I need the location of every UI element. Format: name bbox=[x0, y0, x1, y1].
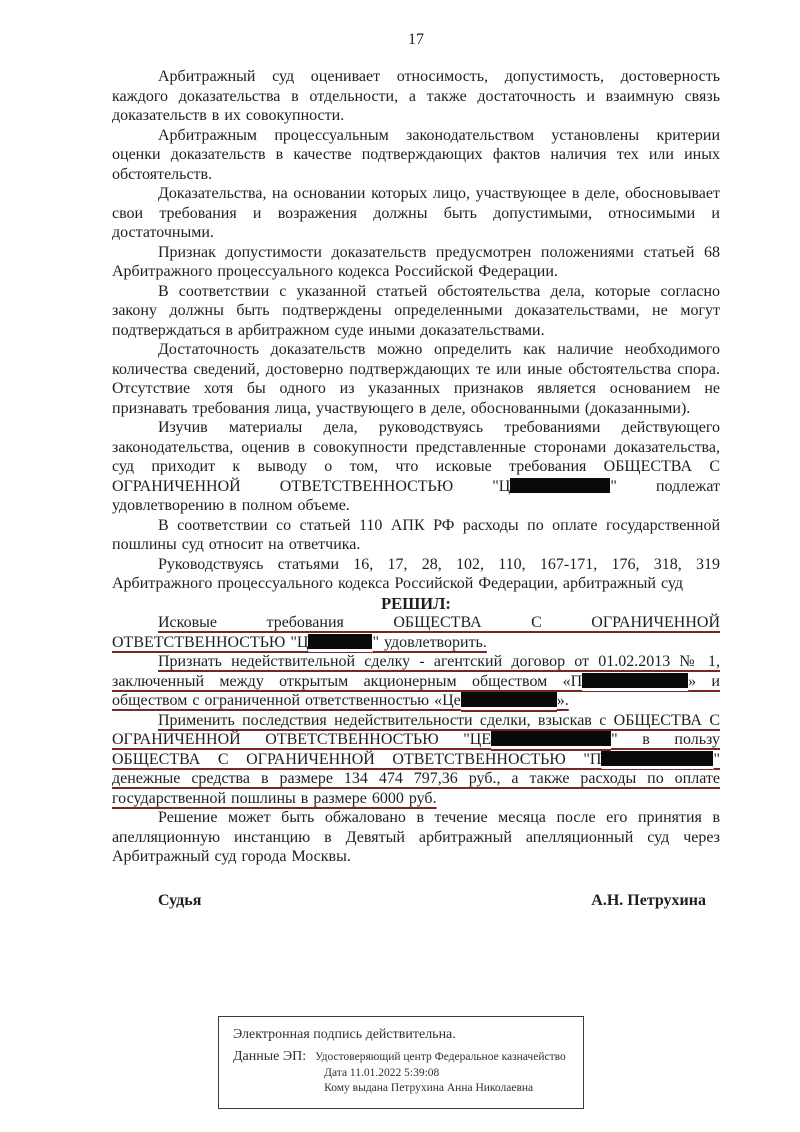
esign-data-label: Данные ЭП: bbox=[233, 1049, 307, 1064]
text-run: Руководствуясь статьями 16, 17, 28, 102, 110, 167-171, 176, 318, 319 Арбитражного процессуального кодекса Российской Федерации, арбитражный суд bbox=[112, 555, 720, 592]
redaction-bar bbox=[461, 692, 557, 707]
text-run: Арбитражным процессуальным законодательством установлены критерии оценки доказательств в качестве подтверждающих фактов наличия тех или иных обстоятельств. bbox=[112, 126, 720, 183]
redaction-bar bbox=[601, 751, 713, 766]
document-content bbox=[112, 30, 720, 910]
esign-issued-line: Кому выдана Петрухина Анна Николаевна bbox=[324, 1082, 534, 1094]
esign-date-line: Дата 11.01.2022 5:39:08 bbox=[324, 1066, 440, 1079]
paragraph bbox=[112, 418, 720, 516]
resolution-heading bbox=[112, 594, 720, 614]
text-run: Изучив материалы дела, руководствуясь требованиями действующего законодательства, оценив в совокупности представленные сторонами доказательства, суд приходит к выводу о том, что исковые требования ОБЩЕСТВА С ОГРАНИЧЕННОЙ ОТВЕТСТВЕННОСТЬЮ "Ц bbox=[112, 419, 720, 495]
text-run: В соответствии с указанной статьей обстоятельства дела, которые согласно закону должны быть подтверждены определенными доказательствами, не могут подтверждаться в арбитражном суде иными доказательствами. bbox=[112, 282, 720, 339]
redaction-bar bbox=[582, 673, 688, 688]
text-run: Арбитражный суд оценивает относимость, допустимость, достоверность каждого доказательства в отдельности, а также достаточность и взаимную связь доказательств в их совокупности. bbox=[112, 68, 720, 124]
paragraph bbox=[112, 711, 720, 809]
esign-values bbox=[315, 1049, 566, 1097]
signature-row bbox=[112, 891, 720, 911]
paragraph bbox=[112, 184, 720, 243]
text-run: » и обществом с ограниченной ответственностью «Це bbox=[112, 672, 720, 709]
paragraph bbox=[112, 613, 720, 652]
judge-label: Судья bbox=[158, 891, 202, 909]
redaction-bar bbox=[491, 731, 611, 746]
text-run: В соответствии со статьей 110 АПК РФ расходы по оплате государственной пошлины суд относит на ответчика. bbox=[112, 516, 720, 553]
document-body bbox=[112, 67, 720, 867]
paragraph bbox=[112, 652, 720, 711]
paragraph bbox=[112, 243, 720, 282]
redaction-bar bbox=[308, 634, 372, 649]
text-run: " удовлетворить. bbox=[372, 633, 487, 651]
paragraph bbox=[112, 516, 720, 555]
text-run: Признак допустимости доказательств предусмотрен положениями статьей 68 Арбитражного процессуального кодекса Российской Федерации. bbox=[112, 243, 720, 280]
redaction-bar bbox=[510, 478, 610, 493]
paragraph bbox=[112, 67, 720, 126]
text-run: " денежные средства в размере 134 474 797,36 руб., а также расходы по оплате государственной пошлины в размере 6000 руб. bbox=[112, 750, 720, 807]
paragraph bbox=[112, 808, 720, 867]
page-number: 17 bbox=[408, 31, 424, 48]
text-run: Исковые требования ОБЩЕСТВА С ОГРАНИЧЕННОЙ ОТВЕТСТВЕННОСТЬЮ "Ц bbox=[112, 614, 720, 651]
text-run: Применить последствия недействительности сделки, взыскав с ОБЩЕСТВА С ОГРАНИЧЕННОЙ ОТВЕТСТВЕННОСТЬЮ "ЦЕ bbox=[112, 711, 720, 748]
paragraph bbox=[112, 282, 720, 341]
text-run: ». bbox=[556, 692, 569, 709]
text-run: " в пользу ОБЩЕСТВА С ОГРАНИЧЕННОЙ ОТВЕТСТВЕННОСТЬЮ "П bbox=[112, 731, 720, 768]
text-run: РЕШИЛ: bbox=[381, 593, 451, 613]
judge-name: А.Н. Петрухина bbox=[591, 891, 706, 909]
esign-ca-line: Удостоверяющий центр Федеральное казначейство bbox=[315, 1051, 566, 1063]
text-run: Достаточность доказательств можно определить как наличие необходимого количества сведений, достоверно подтверждающих те или иные обстоятельства спора. Отсутствие хотя бы одного из указанных признаков является основанием не признавать требования лица, участвующего в деле, обоснованными (доказанными). bbox=[112, 341, 720, 417]
esign-box bbox=[218, 1016, 584, 1109]
esign-data-row bbox=[233, 1049, 571, 1097]
paragraph bbox=[112, 555, 720, 594]
text-run: " подлежат удовлетворению в полном объеме. bbox=[112, 477, 720, 514]
text-run: Доказательства, на основании которых лицо, участвующее в деле, обосновывает свои требования и возражения должны быть допустимыми, относимыми и достаточными. bbox=[112, 185, 720, 241]
paragraph bbox=[112, 340, 720, 418]
text-run: Признать недействительной сделку - агентский договор от 01.02.2013 № 1, заключенный между открытым акционерным обществом «П bbox=[112, 653, 720, 690]
paragraph bbox=[112, 126, 720, 185]
esign-valid-line: Электронная подпись действительна. bbox=[233, 1027, 456, 1042]
text-run: Решение может быть обжаловано в течение месяца после его принятия в апелляционную инстанцию в Девятый арбитражный апелляционный суд через Арбитражный суд города Москвы. bbox=[112, 809, 720, 865]
